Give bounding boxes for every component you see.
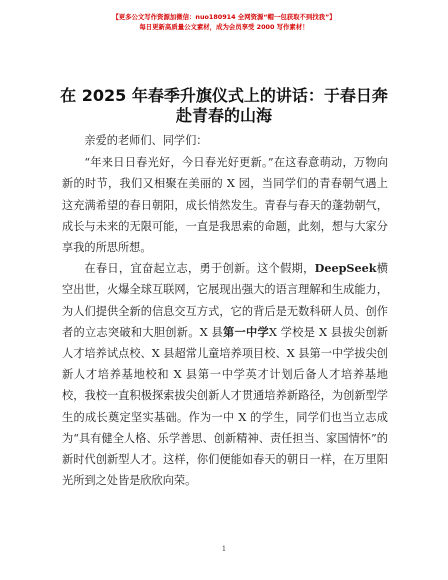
promo-banner-line2: 每日更新高质量公文素材，成为会员享受 2000 写作素材！ [139,23,309,31]
promo-banner [0,12,448,32]
paragraph-2-rest: X 学校是 X 县拔尖创新人才培养试点校、X 县超常儿童培养项目校、X 县第一中学拔尖创新人才培养基地校和 X 县第一中学英才计划后备人才培养基地校，我校一直积极探索拔尖创新人才贯通培养新路径，为创新型学生的成长奠定坚实基础。作为一中 X 的学生，同学们也当立志成为“具有健全人格、乐学善思、创新精神、责任担当、家国情怀”的新时代创新型人才。这样，你们便能如春天的朝日一样，在万里阳光所到之处皆是欣欣向荣。 [62,325,388,488]
document-title: 在 2025 年春季升旗仪式上的讲话：于春日奔赴青春的山海 [60,86,388,125]
document-body [62,130,388,491]
promo-banner-line1: 【更多公文写作资源加微信：nuo180914 全网资源“帽一包获取不到找我”】 [112,13,336,21]
paragraph-2 [62,258,388,491]
page-number: 1 [221,545,227,553]
paragraph-2-bold-deepseek: DeepSeek [314,261,377,276]
paragraph-2-middle: 横空出世，火爆全球互联网，它展现出强大的语言理解和生成能力，为人们提供全新的信息交互方式，它的背后是无数科研人员、创作者的立志突破和大胆创新。X 县 [62,262,388,339]
greeting: 亲爱的老师们、同学们： [84,134,208,147]
paragraph-2-bold-school: 第一中学 [223,324,269,339]
paragraph-1: “年来日日春光好，今日春光好更新。”在这春意萌动，万物向新的时节，我们又相聚在美丽的 X 园，当同学们的青春朝气遇上这充满希望的春日朝阳，成长悄然发生。青春与春天的蓬勃朝气，成长与未来的无限可能，一直是我思索的命题，此刻，想与大家分享我的所思所想。 [62,156,388,255]
paragraph-2-lead: 在春日，宜奋起立志，勇于创新。这个假期， [84,262,315,276]
